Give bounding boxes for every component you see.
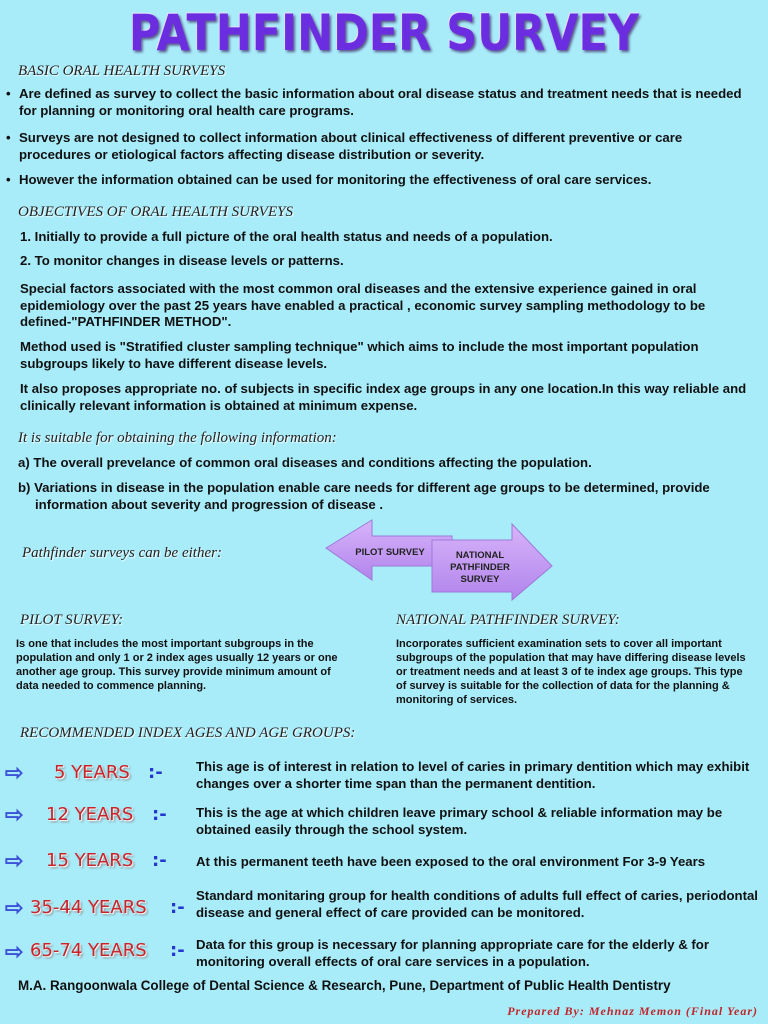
- national-arrow-label-2: PATHFINDER: [450, 562, 510, 573]
- age-description: This age is of interest in relation to level of caries in primary dentition which may exhibit changes over a shorter time span than the permanent dentition.: [196, 759, 750, 791]
- bullet-dot-icon: •: [6, 130, 11, 145]
- age-label: 15 YEARS: [46, 850, 134, 871]
- pilot-arrow-label: PILOT SURVEY: [355, 547, 425, 558]
- recommended-heading: RECOMMENDED INDEX AGES AND AGE GROUPS:: [20, 725, 356, 741]
- right-arrow-icon: ⇨: [5, 895, 24, 920]
- age-description: Standard monitaring group for health conditions of adults full effect of caries, periodontal disease and general effect of care provided can be monitored.: [196, 888, 758, 920]
- bullet-dot-icon: •: [6, 172, 11, 187]
- national-arrow-label-3: SURVEY: [460, 574, 500, 585]
- poster: PATHFINDER SURVEY BASIC ORAL HEALTH SURVEYS • Are defined as survey to collect the basic information about oral disease status and treatment needs that is needed for planning or monitoring oral health care programs. • Surveys are not designed to collect information about clinical effectiveness of different preventive or care procedures or etiological factors affecting disease distribution or severity. • However the information obtained can be used for monitoring the effectiveness of oral care services. OBJECTIVES OF ORAL HEALTH SURVEYS 1. Initially to provide a full picture of the oral health status and needs of a population. 2. To monitor changes in disease levels or patterns. Special factors associated with the most common oral diseases and the extensive experience gained in oral epidemiology over the past 25 years have enabled a practical , economic survey sampling methodology to be defined-"PATHFINDER METHOD". Method used is "Stratified cluster sampling technique" which aims to include the most important population subgroups likely to have different disease levels. It also proposes appropriate no. of subjects in specific index age groups in any one location.In this way reliable and clinically relevant information is obtained at minimum expense. It is suitable for obtaining the following information: a) The overall prevelance of common oral diseases and conditions affecting the population. b) Variations in disease in the population enable care needs for different age groups to be determined, provide information about severity and progression of disease . Pathfinder surveys can be either: PILOT SURVEY NATIONAL PATHFINDER SURVEY PILOT SURVEY: Is one that includes the most important subgroups in the population and only 1 or 2 index ages usually 12 years or one another age group. This survey provide minimum amount of data needed to commence planning. NATIONAL PATHFINDER SURVEY: Incorporates sufficient examination sets to cover all important subgroups of the population that may have differing disease levels or treatment needs and at least 3 of te index age groups. This type of survey is suitable for the collection of data for the planning & monitoring of services. RECOMMENDED INDEX AGES AND AGE GROUPS: ⇨ 5 YEARS :- This age is of interest in relation to level of caries in primary dentition which may exhibit changes over a shorter time span than the permanent dentition. ⇨ 12 YEARS :- This is the age at which children leave primary school & reliable information may be obtained easily through the school system. ⇨ 15 YEARS :- At this permanent teeth have been exposed to the oral environment For 3-9 Years ⇨ 35-44 YEARS :- Standard monitaring group for health conditions of adults full effect of caries, periodontal disease and general effect of care provided can be monitored. ⇨ 65-74 YEARS :- Data for this group is necessary for planning appropriate care for the elderly & for monitoring overall effects of oral care services in a population. M.A. Rangoonwala College of Dental Science & Research, Pune, Department of Public Health Dentistry Prepared By: Mehnaz Memon (Final Year): [0, 0, 768, 1024]
- suitable-item-b: b) Variations in disease in the population enable care needs for different age groups to be determined, provide information about severity and progression of disease .: [18, 480, 710, 512]
- national-body: Incorporates sufficient examination sets to cover all important subgroups of the population that may have differing disease levels or treatment needs and at least 3 of te index age groups. This type of survey is suitable for the collection of data for the planning & monitoring of services.: [396, 638, 746, 706]
- age-description: Data for this group is necessary for planning appropriate care for the elderly & for monitoring overall effects of oral care services in a population.: [196, 937, 709, 969]
- age-label: 12 YEARS: [46, 804, 134, 825]
- national-heading: NATIONAL PATHFINDER SURVEY:: [396, 612, 620, 628]
- basic-heading: BASIC ORAL HEALTH SURVEYS: [18, 63, 226, 79]
- age-label: 5 YEARS: [54, 762, 130, 783]
- age-description: At this permanent teeth have been exposed to the oral environment For 3-9 Years: [196, 854, 706, 869]
- objective-item-1: 1. Initially to provide a full picture of the oral health status and needs of a population.: [20, 229, 553, 244]
- footer-institution: M.A. Rangoonwala College of Dental Science & Research, Pune, Department of Public Health Dentistry: [18, 978, 671, 993]
- objectives-paragraph-1: Special factors associated with the most common oral diseases and the extensive experience gained in oral epidemiology over the past 25 years have enabled a practical , economic survey sampling methodology to be defined-"PATHFINDER METHOD".: [20, 281, 706, 329]
- objectives-heading: OBJECTIVES OF ORAL HEALTH SURVEYS: [18, 204, 293, 220]
- suitable-item-a: a) The overall prevelance of common oral diseases and conditions affecting the population.: [18, 455, 592, 470]
- age-description: This is the age at which children leave primary school & reliable information may be obtained easily through the school system.: [196, 805, 723, 837]
- bullet-dot-icon: •: [6, 86, 11, 101]
- objectives-paragraph-3: It also proposes appropriate no. of subjects in specific index age groups in any one location.In this way reliable and clinically relevant information is obtained at minimum expense.: [20, 381, 747, 413]
- objective-item-2: 2. To monitor changes in disease levels or patterns.: [20, 253, 344, 268]
- age-label: 35-44 YEARS: [30, 897, 147, 918]
- right-arrow-icon: ⇨: [5, 848, 24, 873]
- suitable-heading: It is suitable for obtaining the following information:: [18, 430, 337, 446]
- age-colon: :-: [170, 940, 185, 961]
- pilot-heading: PILOT SURVEY:: [20, 612, 124, 628]
- either-text: Pathfinder surveys can be either:: [22, 545, 222, 561]
- national-arrow-label-1: NATIONAL: [455, 550, 505, 561]
- right-arrow-icon: ⇨: [5, 802, 24, 827]
- age-colon: :-: [152, 804, 167, 825]
- survey-type-arrows: [324, 518, 554, 602]
- age-colon: :-: [148, 762, 163, 783]
- right-arrow-icon: ⇨: [5, 939, 24, 964]
- age-label: 65-74 YEARS: [30, 940, 147, 961]
- pilot-body: Is one that includes the most important subgroups in the population and only 1 or 2 index ages usually 12 years or one another age group. This survey provide minimum amount of data needed to commence planning.: [16, 638, 338, 692]
- age-colon: :-: [152, 850, 167, 871]
- age-colon: :-: [170, 897, 185, 918]
- objectives-paragraph-2: Method used is "Stratified cluster sampling technique" which aims to include the most important population subgroups likely to have different disease levels.: [20, 339, 699, 371]
- right-arrow-icon: ⇨: [5, 760, 24, 785]
- page-title: PATHFINDER SURVEY: [128, 4, 640, 62]
- prepared-by-credit: Prepared By: Mehnaz Memon (Final Year): [507, 1004, 758, 1018]
